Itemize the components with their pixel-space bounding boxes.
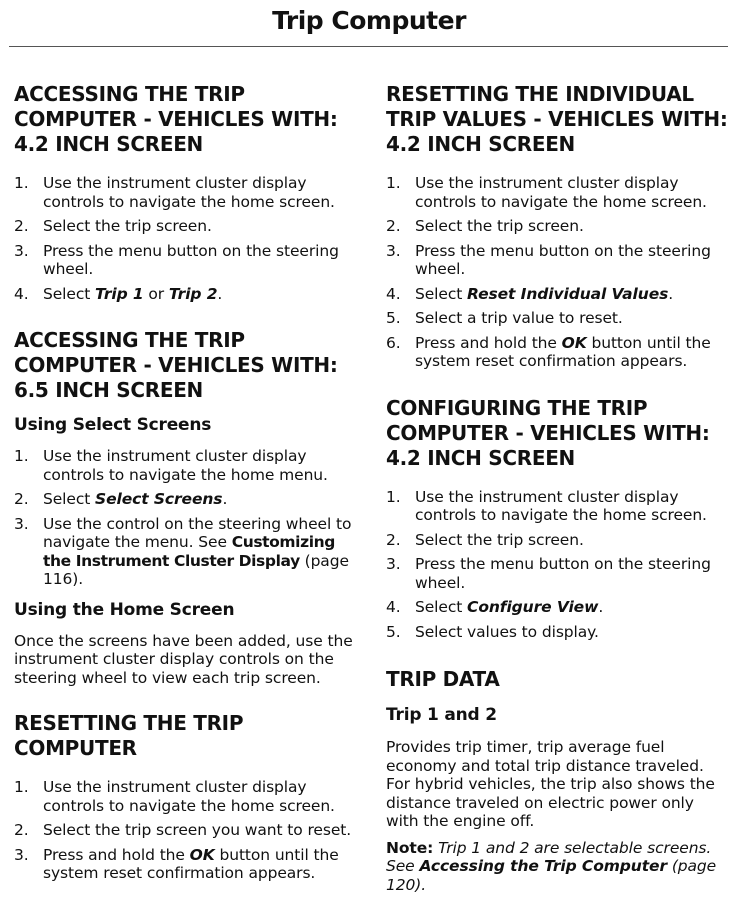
list-item: 3. Press the menu button on the steering wheel. [386,555,711,592]
list-item: 1. Use the instrument cluster display controls to navigate the home screen. [14,778,335,815]
left-column [14,82,359,889]
steps-resetting [14,778,359,883]
section-heading-accessing-6-5: ACCESSING THE TRIP COMPUTER - VEHICLES WITH: 6.5 INCH SCREEN [14,328,338,402]
cross-reference-link[interactable]: Accessing the Trip Computer [419,857,667,875]
list-item: 1. Use the instrument cluster display controls to navigate the home menu. [14,447,328,484]
list-item: 4. Select Trip 1 or Trip 2. [14,284,223,303]
list-item: 4. Select Configure View. [386,598,604,616]
list-item: 3. Press the menu button on the steering wheel. [14,241,339,278]
list-item: 1. Use the instrument cluster display controls to navigate the home screen. [14,174,335,211]
list-item: 2. Select Select Screens. [14,490,228,508]
section-heading-configuring: CONFIGURING THE TRIP COMPUTER - VEHICLES WITH: 4.2 INCH SCREEN [386,395,710,470]
section-heading-accessing-4-2: ACCESSING THE TRIP COMPUTER - VEHICLES WITH: 4.2 INCH SCREEN [14,82,338,156]
list-item: 3. Use the control on the steering wheel to navigate the menu. See Customizing the Instrument Cluster Display (page 116). [14,514,352,588]
list-item: 2. Select the trip screen you want to reset. [14,821,352,839]
title-divider [9,46,728,47]
steps-configuring [386,488,731,642]
list-item: 2. Select the trip screen. [14,217,212,235]
list-item: 3. Press and hold the OK button until the system reset confirmation appears. [14,845,339,882]
subheading-select-screens: Using Select Screens [14,415,212,435]
page-title: Trip Computer [272,6,466,35]
steps-reset-individual [386,174,731,371]
list-item: 3. Press the menu button on the steering wheel. [386,241,711,278]
paragraph-home-screen: Once the screens have been added, use the instrument cluster display controls on the steering wheel to view each trip screen. [14,631,353,687]
cross-reference-link[interactable]: Customizing the Instrument Cluster Display [43,533,335,570]
note-label: Note: [386,838,434,857]
list-item: 1. Use the instrument cluster display controls to navigate the home screen. [386,174,707,211]
subheading-trip-1-and-2: Trip 1 and 2 [386,705,497,725]
list-item: 2. Select the trip screen. [386,530,584,549]
list-item: 2. Select the trip screen. [386,217,584,235]
subheading-home-screen: Using the Home Screen [14,599,235,620]
list-item: 4. Select Reset Individual Values. [386,284,674,303]
list-item: 6. Press and hold the OK button until the system reset confirmation appears. [386,333,711,370]
right-column [386,82,731,894]
list-item: 5. Select values to display. [386,622,599,641]
paragraph-trip-data: Provides trip timer, trip average fuel economy and total trip distance traveled. For hybrid vehicles, the trip also shows the distance traveled on electric power only with the engine off. [386,738,715,830]
steps-accessing-4-2 [14,174,359,303]
section-heading-resetting: RESETTING THE TRIP COMPUTER [14,711,244,760]
steps-select-screens [14,447,359,589]
list-item: 5. Select a trip value to reset. [386,309,623,327]
section-heading-reset-individual: RESETTING THE INDIVIDUAL TRIP VALUES - VEHICLES WITH: 4.2 INCH SCREEN [386,82,728,156]
list-item: 1. Use the instrument cluster display controls to navigate the home screen. [386,487,707,524]
note: Note: Trip 1 and 2 are selectable screens. See Accessing the Trip Computer (page 120). [386,838,717,894]
section-heading-trip-data: TRIP DATA [386,667,500,691]
